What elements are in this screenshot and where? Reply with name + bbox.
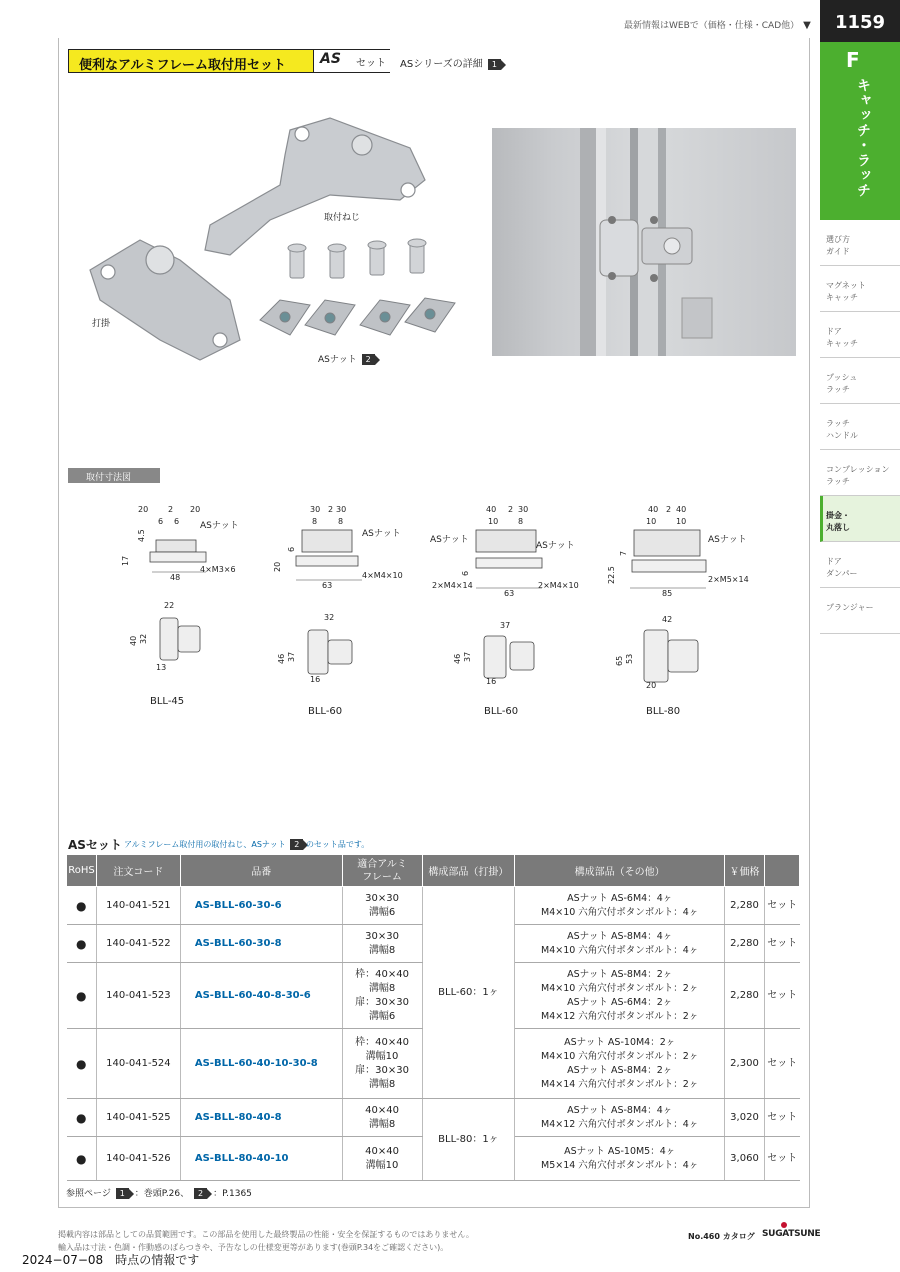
dim-label: 16 xyxy=(486,677,497,686)
dim-label: 10 xyxy=(488,517,499,526)
unit: セット xyxy=(764,887,799,925)
as-badge-label: セット xyxy=(356,58,386,69)
header-unit xyxy=(764,855,799,887)
part-number-link[interactable]: AS-BLL-80-40-10 xyxy=(180,1137,342,1181)
header-rohs: RoHS xyxy=(67,855,97,887)
catalog-number: No.460 カタログ xyxy=(688,1232,755,1241)
dim-label: 46 xyxy=(453,653,462,664)
ref-badge: 2 xyxy=(194,1188,207,1199)
dim-label: 2 xyxy=(508,505,514,514)
rohs-dot: ● xyxy=(67,887,97,925)
product-table xyxy=(66,854,800,1181)
dim-label: 20 xyxy=(138,505,149,514)
table-row xyxy=(67,887,800,925)
frame-cell: 枠：40×40 溝幅8 扉：30×30 溝幅6 xyxy=(342,963,422,1029)
brand-mark-icon xyxy=(781,1222,787,1228)
dim-label: 22.5 xyxy=(607,566,616,584)
price: 2,300 xyxy=(725,1029,765,1099)
dim-label: 17 xyxy=(121,555,130,566)
order-code: 140-041-526 xyxy=(96,1137,180,1181)
dim-label: 6 xyxy=(461,570,470,576)
reference-pages: 参照ページ 1 ：巻頭P.26、 2 ：P.1365 xyxy=(66,1189,252,1199)
sidebar-item[interactable]: コンプレッション ラッチ xyxy=(820,450,900,496)
price: 3,060 xyxy=(725,1137,765,1181)
drawing-bll-45 xyxy=(120,500,270,704)
rohs-dot: ● xyxy=(67,963,97,1029)
drawing-bll-80 xyxy=(607,500,770,704)
ref-badge: 1 xyxy=(116,1188,129,1199)
dim-label: 40 xyxy=(486,505,497,514)
dim-label: 37 xyxy=(463,651,472,662)
header-part-number: 品番 xyxy=(180,855,342,887)
other-parts: ASナット AS-8M4：4ヶ M4×10 六角穴付ボタンボルト：4ヶ xyxy=(515,925,725,963)
footer-note: 掲載内容は部品としての品質範囲です。この部品を使用した最終製品の性能・安全を保証するものではありません。 輸入品は寸法・色調・作動感のばらつきや、予告なしの仕様変更等があります(巻頭P.34をご確認ください)。 xyxy=(58,1230,474,1252)
price: 3,020 xyxy=(725,1099,765,1137)
dim-label: 20 xyxy=(646,681,657,690)
other-parts: ASナット AS-8M4：2ヶ M4×10 六角穴付ボタンボルト：2ヶ ASナット AS-6M4：2ヶ M4×12 六角穴付ボタンボルト：2ヶ xyxy=(515,963,725,1029)
triangle-down-icon: ▼ xyxy=(803,20,811,31)
rohs-dot: ● xyxy=(67,925,97,963)
screw-spec: 4×M3×6 xyxy=(200,565,236,574)
dim-label: 32 xyxy=(324,613,335,622)
unit: セット xyxy=(764,1029,799,1099)
as-logo: AS xyxy=(320,51,341,67)
frame-cell: 40×40 溝幅8 xyxy=(342,1099,422,1137)
drawing-bll-60 xyxy=(270,500,420,704)
dim-label: 63 xyxy=(504,589,515,598)
price: 2,280 xyxy=(725,925,765,963)
nut-label: ASナット xyxy=(362,529,401,539)
frame-cell: 30×30 溝幅6 xyxy=(342,887,422,925)
dim-label: 6 xyxy=(158,517,164,526)
dim-label: 2 xyxy=(168,505,174,514)
dim-label: 30 xyxy=(336,505,347,514)
dim-label: 46 xyxy=(277,653,286,664)
unit: セット xyxy=(764,925,799,963)
order-code: 140-041-521 xyxy=(96,887,180,925)
sidebar-item[interactable]: プッシュ ラッチ xyxy=(820,358,900,404)
sidebar-item[interactable]: 掛金・ 丸落し xyxy=(820,496,900,542)
sidebar-nav xyxy=(820,220,900,634)
as-set-badge xyxy=(313,50,390,72)
dimension-drawing xyxy=(120,500,270,700)
header-catch: 構成部品（打掛） xyxy=(422,855,515,887)
model-label: BLL-45 xyxy=(150,696,185,707)
dim-label: 7 xyxy=(619,550,628,556)
rohs-dot: ● xyxy=(67,1029,97,1099)
header-code: 注文コード xyxy=(96,855,180,887)
dim-label: 16 xyxy=(310,675,321,684)
dim-label: 30 xyxy=(518,505,529,514)
dim-label: 8 xyxy=(338,517,344,526)
category-letter: F xyxy=(846,48,860,72)
catch-cell: BLL-80：1ヶ xyxy=(422,1099,515,1181)
frame-cell: 30×30 溝幅8 xyxy=(342,925,422,963)
other-parts: ASナット AS-10M5：4ヶ M5×14 六角穴付ボタンボルト：4ヶ xyxy=(515,1137,725,1181)
installation-illustration xyxy=(492,128,796,356)
part-number-link[interactable]: AS-BLL-60-30-6 xyxy=(180,887,342,925)
sidebar-item[interactable]: プランジャー xyxy=(820,588,900,634)
dim-label: 40 xyxy=(129,635,138,646)
series-detail-link[interactable]: ASシリーズの詳細 1 xyxy=(400,55,501,70)
order-code: 140-041-525 xyxy=(96,1099,180,1137)
nut-label: ASナット 2 xyxy=(318,352,375,365)
price: 2,280 xyxy=(725,963,765,1029)
sidebar-item[interactable]: ドア ダンパー xyxy=(820,542,900,588)
ref-badge: 2 xyxy=(290,839,303,850)
unit: セット xyxy=(764,1137,799,1181)
part-number-link[interactable]: AS-BLL-80-40-8 xyxy=(180,1099,342,1137)
screw-spec: 2×M5×14 xyxy=(708,575,749,584)
as-set-description: アルミフレーム取付用の取付ねじ、ASナット 2 のセット品です。 xyxy=(124,840,370,849)
catch-cell: BLL-60：1ヶ xyxy=(422,887,515,1099)
dim-label: 65 xyxy=(615,655,624,666)
category-block[interactable] xyxy=(820,42,900,220)
dimension-drawing xyxy=(430,500,590,700)
dim-label: 22 xyxy=(164,601,175,610)
frame-cell: 枠：40×40 溝幅10 扉：30×30 溝幅8 xyxy=(342,1029,422,1099)
screw-label: 取付ねじ xyxy=(324,213,361,223)
rohs-dot: ● xyxy=(67,1137,97,1181)
dim-label: 53 xyxy=(625,653,634,664)
dim-label: 85 xyxy=(662,589,673,598)
table-header-row xyxy=(67,855,800,887)
nut-label-left: ASナット xyxy=(430,535,469,545)
screw-spec-right: 2×M4×10 xyxy=(538,581,579,590)
dim-label: 13 xyxy=(156,663,167,672)
screw-spec-left: 2×M4×14 xyxy=(432,581,473,590)
other-parts: ASナット AS-6M4：4ヶ M4×10 六角穴付ボタンボルト：4ヶ xyxy=(515,887,725,925)
unit: セット xyxy=(764,1099,799,1137)
frame-cell: 40×40 溝幅10 xyxy=(342,1137,422,1181)
dim-label: 30 xyxy=(310,505,321,514)
dim-label: 2 xyxy=(328,505,334,514)
dim-label: 10 xyxy=(676,517,687,526)
price: 2,280 xyxy=(725,887,765,925)
category-title: キャッチ・ラッチ xyxy=(855,78,871,198)
page-title: 便利なアルミフレーム取付用セット xyxy=(79,58,286,73)
dim-label: 8 xyxy=(312,517,318,526)
product-illustration xyxy=(80,100,460,380)
order-code: 140-041-524 xyxy=(96,1029,180,1099)
nut-label-right: ASナット xyxy=(536,541,575,551)
nut-label: ASナット xyxy=(708,535,747,545)
dim-label: 40 xyxy=(676,505,687,514)
sidebar-item[interactable]: マグネット キャッチ xyxy=(820,266,900,312)
order-code: 140-041-522 xyxy=(96,925,180,963)
header-frame: 適合アルミ フレーム xyxy=(342,855,422,887)
part-number-link[interactable]: AS-BLL-60-30-8 xyxy=(180,925,342,963)
page-number: 1159 xyxy=(820,0,900,42)
date-stamp: 2024−07−08 時点の情報です xyxy=(22,1253,200,1267)
dim-label: 48 xyxy=(170,573,181,582)
brand-logo: SUGATSUNE xyxy=(762,1229,821,1239)
sidebar-item[interactable]: 選び方 ガイド xyxy=(820,220,900,266)
catch-label: 打掛 xyxy=(92,319,111,329)
dim-label: 4.5 xyxy=(137,529,146,542)
product-photo xyxy=(80,100,460,380)
model-label: BLL-80 xyxy=(646,706,681,717)
sidebar-item[interactable]: ラッチ ハンドル xyxy=(820,404,900,450)
part-number-link[interactable]: AS-BLL-60-40-8-30-6 xyxy=(180,963,342,1029)
dim-label: 6 xyxy=(174,517,180,526)
unit: セット xyxy=(764,963,799,1029)
drawing-bll-60-mixed xyxy=(430,500,590,704)
as-set-heading: ASセット xyxy=(68,838,122,852)
dim-label: 6 xyxy=(287,546,296,552)
order-code: 140-041-523 xyxy=(96,963,180,1029)
nut-label: ASナット xyxy=(200,521,239,531)
section-tag: 取付寸法図 xyxy=(68,468,160,483)
model-label: BLL-60 xyxy=(484,706,519,717)
other-parts: ASナット AS-8M4：4ヶ M4×12 六角穴付ボタンボルト：4ヶ xyxy=(515,1099,725,1137)
dimension-drawing xyxy=(607,500,770,700)
other-parts: ASナット AS-10M4：2ヶ M4×10 六角穴付ボタンボルト：2ヶ ASナット AS-8M4：2ヶ M4×14 六角穴付ボタンボルト：2ヶ xyxy=(515,1029,725,1099)
dim-label: 42 xyxy=(662,615,673,624)
dim-label: 2 xyxy=(666,505,672,514)
dim-label: 8 xyxy=(518,517,524,526)
dim-label: 63 xyxy=(322,581,333,590)
top-note: 最新情報はWEBで（価格・仕様・CAD他） ▼ xyxy=(624,20,811,31)
header-other: 構成部品（その他） xyxy=(515,855,725,887)
rohs-dot: ● xyxy=(67,1099,97,1137)
ref-badge: 1 xyxy=(488,59,501,70)
header-price: ￥価格 xyxy=(725,855,765,887)
dim-label: 40 xyxy=(648,505,659,514)
dim-label: 32 xyxy=(139,633,148,644)
dim-label: 37 xyxy=(287,651,296,662)
part-number-link[interactable]: AS-BLL-60-40-10-30-8 xyxy=(180,1029,342,1099)
dim-label: 20 xyxy=(190,505,201,514)
dim-label: 37 xyxy=(500,621,511,630)
dim-label: 20 xyxy=(273,561,282,572)
ref-badge: 2 xyxy=(362,354,375,365)
title-bar xyxy=(68,49,390,73)
dimension-drawing xyxy=(270,500,420,700)
table-row xyxy=(67,1099,800,1137)
installation-photo xyxy=(492,128,796,356)
model-label: BLL-60 xyxy=(308,706,343,717)
dim-label: 10 xyxy=(646,517,657,526)
sidebar-item[interactable]: ドア キャッチ xyxy=(820,312,900,358)
screw-spec: 4×M4×10 xyxy=(362,571,403,580)
